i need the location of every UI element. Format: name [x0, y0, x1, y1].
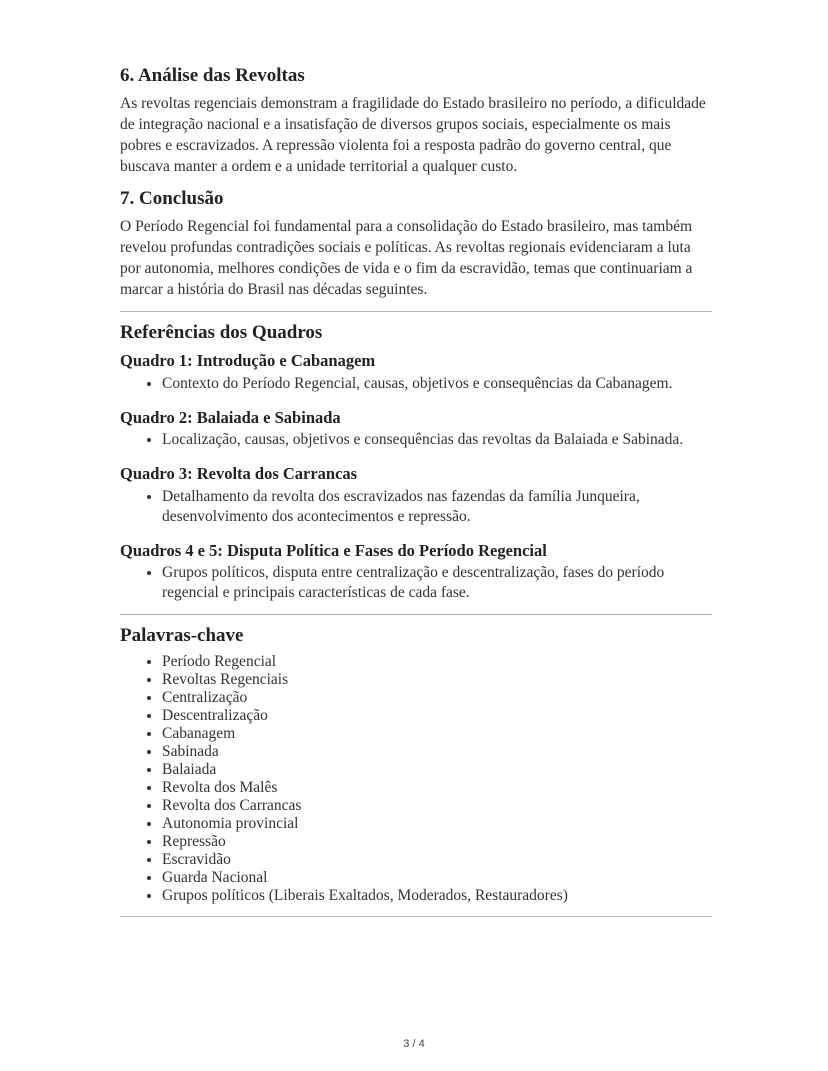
- reference-bullet-list: [120, 374, 712, 394]
- document-content: [120, 64, 712, 926]
- keyword-item: • Balaiada: [162, 761, 712, 779]
- section-divider: [120, 916, 712, 917]
- keyword-item: • Revolta dos Malês: [162, 779, 712, 797]
- keyword-item: • Período Regencial: [162, 653, 712, 671]
- reference-title: Quadros 4 e 5: Disputa Política e Fases do Período Regencial: [120, 540, 547, 560]
- keyword-item: • Escravidão: [162, 851, 712, 869]
- reference-title: Quadro 3: Revolta dos Carrancas: [120, 464, 358, 483]
- section-paragraph-conclusao: O Período Regencial foi fundamental para a consolidação do Estado brasileiro, mas também revelou profundas contradições sociais e políticas. As revoltas regionais evidenciaram a luta por autonomia, melhores condições de vida e o fim da escravidão, temas que continuariam a marcar a história do Brasil nas décadas seguintes.: [120, 218, 693, 298]
- reference-block: [120, 350, 712, 394]
- references-section: [120, 321, 712, 603]
- reference-bullet-list: [120, 430, 712, 450]
- keyword-item: • Revolta dos Carrancas: [162, 797, 712, 815]
- reference-bullet: • Localização, causas, objetivos e consequências das revoltas da Balaiada e Sabinada.: [162, 430, 712, 450]
- reference-title: Quadro 2: Balaiada e Sabinada: [120, 407, 341, 427]
- section-heading-analise: 6. Análise das Revoltas: [120, 65, 305, 86]
- reference-block: [120, 407, 712, 451]
- references-list: [120, 350, 712, 603]
- section-paragraph-analise: As revoltas regenciais demonstram a fragilidade do Estado brasileiro no período, a dificuldade de integração nacional e a insatisfação de diversos grupos sociais, especialmente os mais pobres e escravizados. A repressão violenta foi a resposta padrão do governo central, que buscava manter a ordem e a unidade territorial a qualquer custo.: [120, 95, 706, 175]
- reference-title: Quadro 1: Introdução e Cabanagem: [120, 351, 376, 370]
- section-divider: [120, 614, 712, 615]
- reference-block: [120, 463, 712, 527]
- keyword-item: • Cabanagem: [162, 725, 712, 743]
- references-heading: Referências dos Quadros: [120, 322, 323, 343]
- keyword-item: • Autonomia provincial: [162, 815, 712, 833]
- keyword-item: • Centralização: [162, 689, 712, 707]
- reference-bullet-list: [120, 563, 712, 603]
- section-divider: [120, 311, 712, 312]
- reference-block: [120, 540, 712, 604]
- reference-bullet: • Detalhamento da revolta dos escravizados nas fazendas da família Junqueira, desenvolvimento dos acontecimentos e repressão.: [162, 487, 712, 527]
- section-conclusao: [120, 187, 712, 300]
- keyword-item: • Revoltas Regenciais: [162, 671, 712, 689]
- reference-bullet-list: [120, 487, 712, 527]
- keyword-item: • Repressão: [162, 833, 712, 851]
- reference-bullet: • Grupos políticos, disputa entre centralização e descentralização, fases do período regencial e principais características de cada fase.: [162, 563, 712, 603]
- section-heading-conclusao: 7. Conclusão: [120, 188, 224, 209]
- keyword-item: • Descentralização: [162, 707, 712, 725]
- keywords-section: [120, 624, 712, 905]
- keywords-heading: Palavras-chave: [120, 625, 244, 646]
- keyword-item: • Guarda Nacional: [162, 869, 712, 887]
- page-number: 3 / 4: [403, 1038, 425, 1050]
- section-analise-revoltas: [120, 64, 712, 177]
- keywords-list: [120, 653, 712, 905]
- keyword-item: • Sabinada: [162, 743, 712, 761]
- keyword-item: • Grupos políticos (Liberais Exaltados, Moderados, Restauradores): [162, 887, 712, 905]
- reference-bullet: • Contexto do Período Regencial, causas, objetivos e consequências da Cabanagem.: [162, 374, 712, 394]
